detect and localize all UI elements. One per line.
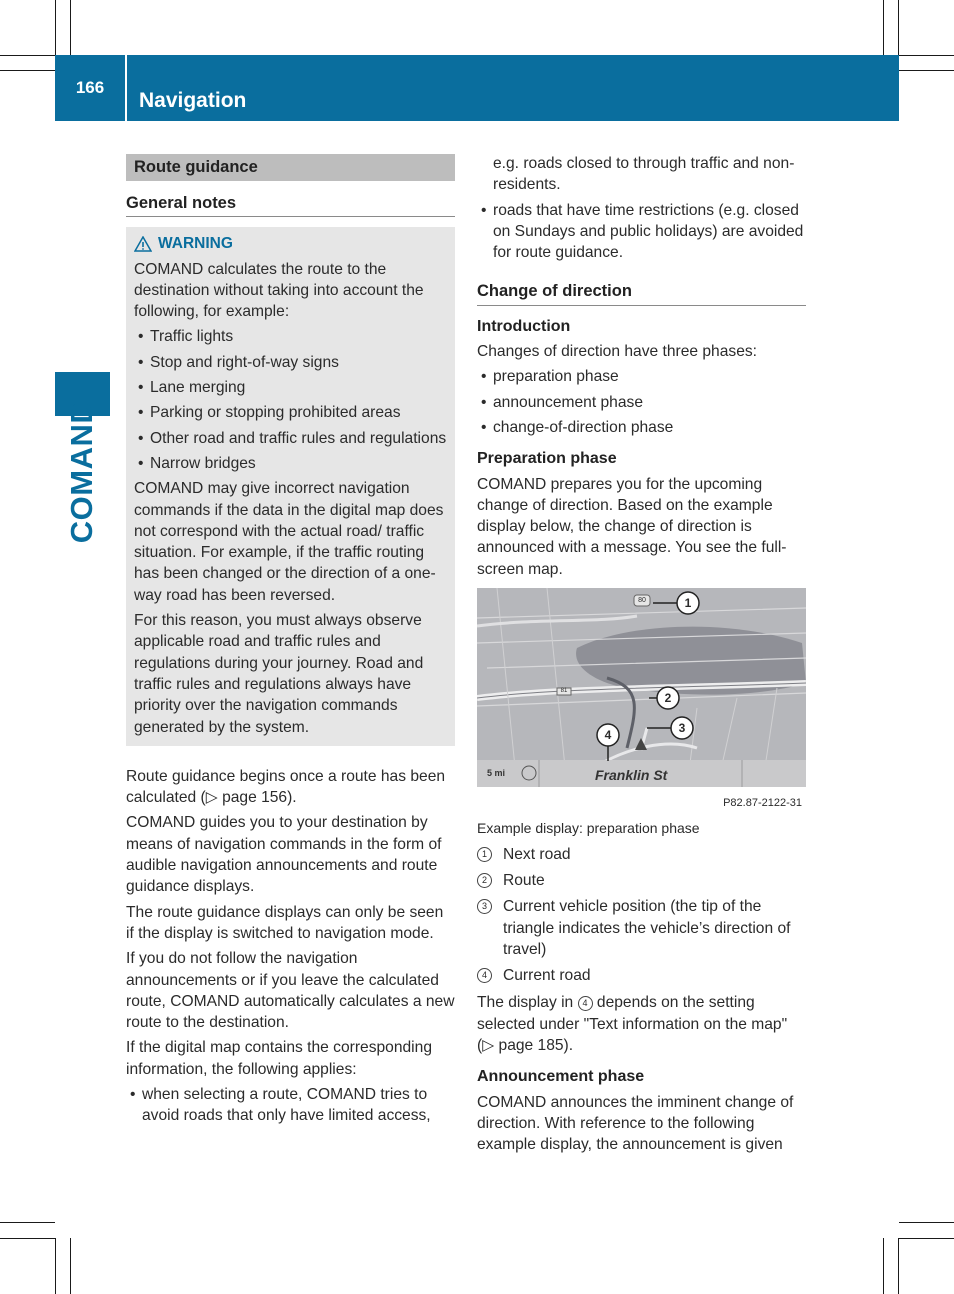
crop-mark [55,0,56,55]
figure-legend [477,844,806,987]
map-scale: 5 mi [487,768,506,779]
phases-list [477,366,806,438]
crop-mark [883,0,884,55]
list-item: • Traffic lights [134,326,449,347]
crop-mark [898,1238,899,1294]
general-notes-heading: General notes [126,193,455,217]
list-item: • roads that have time restrictions (e.g. closed on Sundays and public holidays) are avoided for route guidance. [477,200,806,264]
paragraph-continuation: e.g. roads closed to through traffic and non-residents. [493,155,795,194]
crop-mark [70,1238,71,1294]
crop-mark [70,0,71,55]
map-marker-3: 3 [678,721,686,736]
list-item: • announcement phase [477,392,806,413]
list-item: • Lane merging [134,377,449,398]
list-item: • Narrow bridges [134,453,449,474]
crop-mark [0,1238,55,1239]
crop-mark [883,1238,884,1294]
legend-number: 2 [477,873,492,888]
crop-mark [0,55,55,56]
list-item: • when selecting a route, COMAND tries to avoid roads that only have limited access, [126,1084,455,1127]
legend-number: 1 [477,847,492,862]
left-column [126,154,455,1131]
paragraph: COMAND announces the imminent change of direction. With reference to the following example display, the announcement is given [477,1093,794,1154]
warning-heading [134,233,449,254]
legend-item [477,844,806,865]
section-title: Route guidance [126,154,455,181]
crop-mark [0,70,55,71]
paragraph: The route guidance displays can only be seen if the display is switched to navigation mode. [126,903,444,942]
list-item: • Other road and traffic rules and regulations [134,428,449,449]
paragraph: Route guidance begins once a route has been calculated (▷ page 156). [126,767,446,807]
page-number: 166 [75,78,105,97]
highway-shield-label: 80 [638,597,646,605]
map-marker-1: 1 [684,596,692,611]
paragraph: COMAND prepares you for the upcoming change of direction. Based on the example display below, the change of direction is announced with a message. You see the full-screen map. [477,475,787,578]
page-title: Navigation [139,89,247,112]
restrictions-list [477,200,806,264]
map-marker-2: 2 [664,691,672,706]
list-item: • Parking or stopping prohibited areas [134,402,449,423]
preparation-heading: Preparation phase [477,450,617,468]
current-street-name: Franklin St [595,767,668,784]
announcement-heading: Announcement phase [477,1068,645,1086]
paragraph [477,992,806,1056]
figure-reference: P82.87-2122-31 [723,797,802,810]
map-marker-4: 4 [604,728,612,743]
warning-paragraph: For this reason, you must always observe applicable road and traffic rules and regulations during your journey. Road and traffic rules and regulations always have priority over the navigation commands generated by the system. [134,612,424,736]
navigation-map-figure [477,588,806,787]
applies-list [126,1084,455,1127]
figure-caption: Example display: preparation phase [477,820,700,837]
display-text-a: The display in [477,994,574,1012]
side-tab-label: COMAND [64,400,99,544]
road-label: 81 [560,688,568,695]
warning-label: WARNING [158,235,233,253]
change-of-direction-heading: Change of direction [477,281,806,305]
legend-number: 4 [477,968,492,983]
map-graphic [477,588,806,787]
legend-text: Route [503,871,545,889]
crop-mark [899,1238,954,1239]
header-divider [125,55,127,121]
inline-number: 4 [578,996,593,1011]
warning-intro: COMAND calculates the route to the destination without taking into account the following, for example: [134,260,424,321]
list-item: • preparation phase [477,366,806,387]
display-text-b: depends on the setting selected under "Text information on the map" (▷ page 185). [477,994,788,1055]
legend-number: 3 [477,899,492,914]
legend-item [477,870,806,891]
paragraph: Changes of direction have three phases: [477,343,758,361]
paragraph: If you do not follow the navigation announcements or if you leave the calculated route, COMAND automatically calculates a new route to the destination. [126,950,455,1032]
warning-triangle-icon [134,236,152,252]
crop-mark [899,70,954,71]
list-item: • change-of-direction phase [477,417,806,438]
list-item: • Stop and right-of-way signs [134,352,449,373]
introduction-heading: Introduction [477,317,571,335]
legend-item [477,965,806,986]
right-column [477,153,806,1160]
warning-box [126,227,455,746]
legend-text: Current vehicle position (the tip of the triangle indicates the vehicle’s direction of travel) [503,898,791,958]
warning-paragraph: COMAND may give incorrect navigation commands if the data in the digital map does not correspond with the actual road/ traffic situation. For example, if the traffic routing has been changed or the direction of a one-way road has been reversed. [134,480,444,604]
page-header [55,55,899,121]
paragraph: COMAND guides you to your destination by means of navigation commands in the form of audible navigation announcements and route guidance displays. [126,814,442,896]
crop-mark [899,55,954,56]
legend-text: Next road [503,845,571,863]
warning-list [134,326,449,474]
legend-item [477,896,806,960]
crop-mark [899,1222,954,1223]
legend-text: Current road [503,967,591,985]
crop-mark [0,1222,55,1223]
crop-mark [55,1238,56,1294]
paragraph: If the digital map contains the corresponding information, the following applies: [126,1039,432,1078]
crop-mark [898,0,899,55]
